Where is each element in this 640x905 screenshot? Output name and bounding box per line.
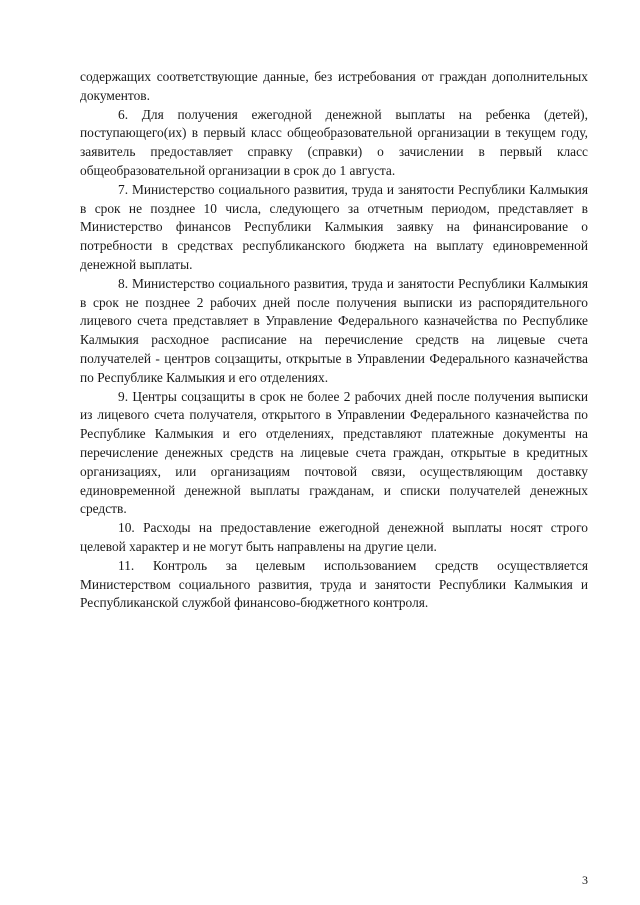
paragraph-item-10: 10. Расходы на предоставление ежегодной денежной выплаты носят строго целевой характер и не могут быть направлены на другие цели. — [80, 520, 588, 554]
paragraph-item-8: 8. Министерство социального развития, труда и занятости Республики Калмыкия в срок не позднее 2 рабочих дней после получения выписки из распорядительного лицевого счета представляет в Управление Федерального казначейства по Республике Калмыкия расходное расписание на перечисление средств на лицевые счета получателей - центров соцзащиты, открытые в Управлении Федерального казначейства по Республике Калмыкия и его отделениях. — [80, 275, 588, 385]
paragraph-item-7: 7. Министерство социального развития, труда и занятости Республики Калмыкия в срок не позднее 10 числа, следующего за отчетным периодом, представляет в Министерство финансов Республики Калмыкия заявку на финансирование о потребности в средствах республиканского бюджета на выплату единовременной денежной выплаты. — [80, 181, 588, 272]
paragraph-item-9: 9. Центры соцзащиты в срок не более 2 рабочих дней после получения выписки из лицевого счета получателя, открытого в Управлении Федерального казначейства по Республике Калмыкия и его отделениях, представляют платежные документы на перечисление денежных средств на лицевые счета граждан, открытые в кредитных организациях, или организациям почтовой связи, осуществляющим доставку единовременной денежной выплаты гражданам, и списки получателей денежных средств. — [80, 388, 588, 517]
paragraph-continuation: содержащих соответствующие данные, без истребования от граждан дополнительных документов. — [80, 69, 588, 103]
paragraph-item-11: 11. Контроль за целевым использованием средств осуществляется Министерством социального развития, труда и занятости Республики Калмыкия и Республиканской службой финансово-бюджетного контроля. — [80, 557, 588, 611]
paragraph-item-6: 6. Для получения ежегодной денежной выплаты на ребенка (детей), поступающего(их) в первый класс общеобразовательной организации в текущем году, заявитель предоставляет справку (справки) о зачислении в первый класс общеобразовательной организации в срок до 1 августа. — [80, 106, 588, 178]
page-number: 3 — [582, 873, 588, 887]
document-body — [80, 68, 588, 613]
